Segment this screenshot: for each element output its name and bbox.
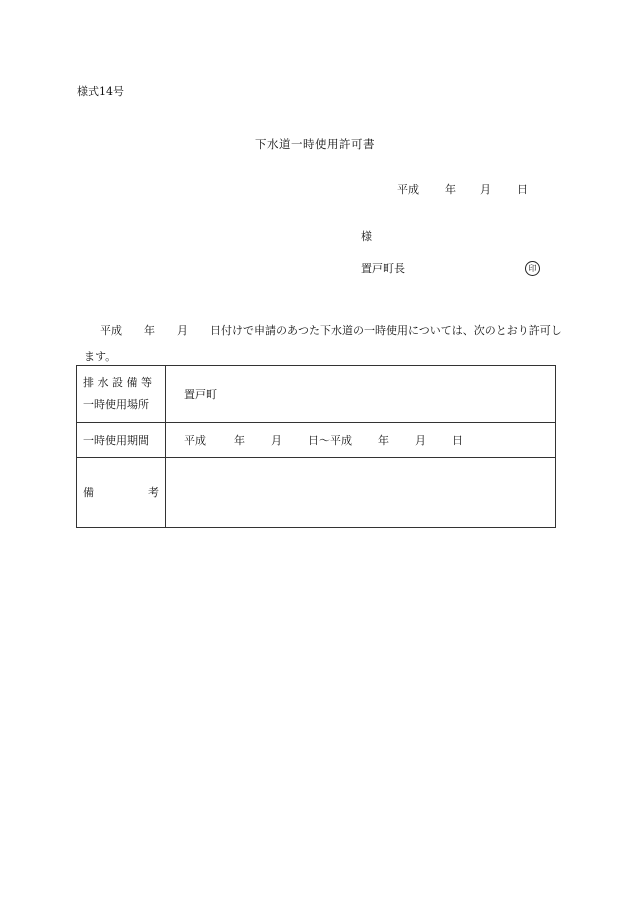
remarks-label-right: 考 xyxy=(148,485,159,499)
table-row-remarks xyxy=(77,458,556,528)
period-start-day: 日～平成 xyxy=(308,434,352,447)
date-day: 日 xyxy=(517,183,528,196)
form-number: 様式14号 xyxy=(77,85,124,98)
table-row-location xyxy=(77,366,556,423)
date-month: 月 xyxy=(480,183,491,196)
remarks-label xyxy=(77,458,166,528)
period-end-day: 日 xyxy=(452,434,463,447)
period-start-era: 平成 xyxy=(184,434,206,447)
date-era: 平成 xyxy=(397,183,419,196)
location-label-line2: 一時使用場所 xyxy=(83,398,149,411)
location-value: 置戸町 xyxy=(166,366,556,423)
location-label-line1: 排 水 設 備 等 xyxy=(83,376,152,389)
remarks-value xyxy=(166,458,556,528)
body-paragraph: 平成 年 月 日付けで申請のあつた下水道の一時使用については、次のとおり許可します。 xyxy=(84,324,562,363)
period-end-year: 年 xyxy=(378,434,389,447)
seal-icon: 印 xyxy=(525,261,540,276)
period-start-month: 月 xyxy=(271,434,282,447)
document-title: 下水道一時使用許可書 xyxy=(255,137,375,151)
permit-details-table xyxy=(76,365,556,528)
addressee: 様 xyxy=(361,230,372,243)
remarks-label-left: 備 xyxy=(83,485,94,499)
location-label xyxy=(77,366,166,423)
table-row-period xyxy=(77,423,556,458)
period-start-year: 年 xyxy=(234,434,245,447)
period-label: 一時使用期間 xyxy=(77,423,166,458)
date-year: 年 xyxy=(445,183,456,196)
issue-date xyxy=(397,183,528,197)
issuer-name: 置戸町長 xyxy=(361,262,405,275)
period-value xyxy=(166,423,556,458)
period-end-month: 月 xyxy=(415,434,426,447)
